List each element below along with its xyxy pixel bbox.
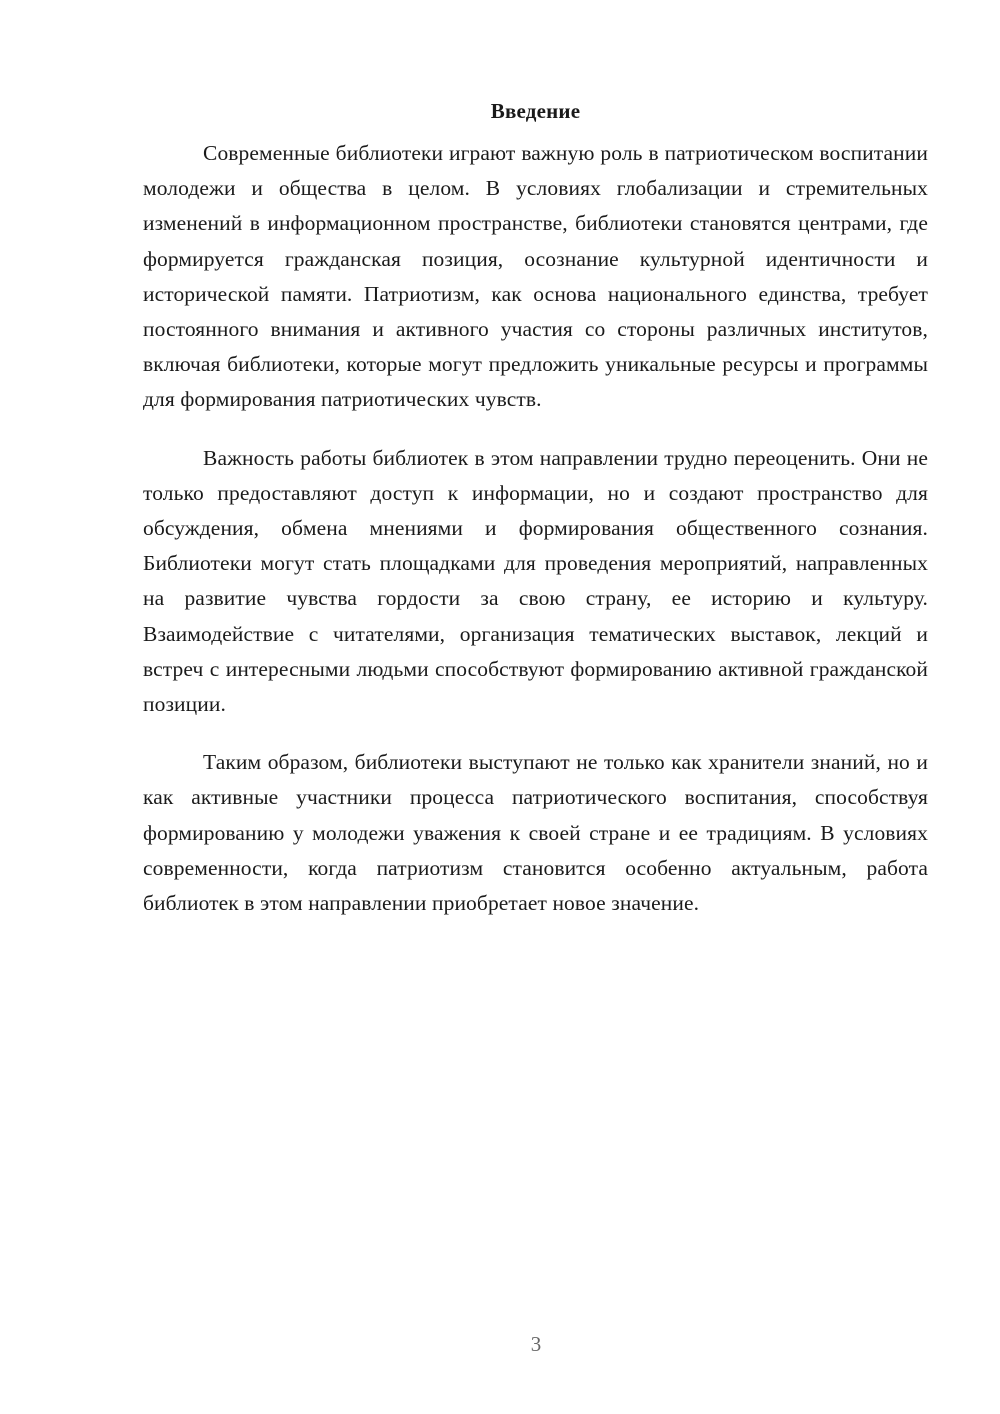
paragraph-3: Таким образом, библиотеки выступают не только как хранители знаний, но и как активные участники процесса патриотического воспитания, способствуя формированию у молодежи уважения к своей стране и ее традициям. В условиях современности, когда патриотизм становится особенно актуальным, работа библиотек в этом направлении приобретает новое значение. — [143, 750, 928, 916]
section-title: Введение — [490, 99, 581, 123]
page-number: 3 — [530, 1332, 542, 1356]
page-content — [143, 96, 928, 944]
paragraph-2: Важность работы библиотек в этом направлении трудно переоценить. Они не только предоставляют доступ к информации, но и создают пространство для обсуждения, обмена мнениями и формирования общественного сознания. Библиотеки могут стать площадками для проведения мероприятий, направленных на развитие чувства гордости за свою страну, ее историю и культуру. Взаимодействие с читателями, организация тематических выставок, лекций и встреч с интересными людьми способствуют формированию активной гражданской позиции. — [143, 445, 928, 717]
paragraph-1: Современные библиотеки играют важную роль в патриотическом воспитании молодежи и общества в целом. В условиях глобализации и стремительных изменений в информационном пространстве, библиотеки становятся центрами, где формируется гражданская позиция, осознание культурной идентичности и исторической памяти. Патриотизм, как основа национального единства, требует постоянного внимания и активного участия со стороны различных институтов, включая библиотеки, которые могут предложить уникальные ресурсы и программы для формирования патриотических чувств. — [143, 141, 928, 412]
